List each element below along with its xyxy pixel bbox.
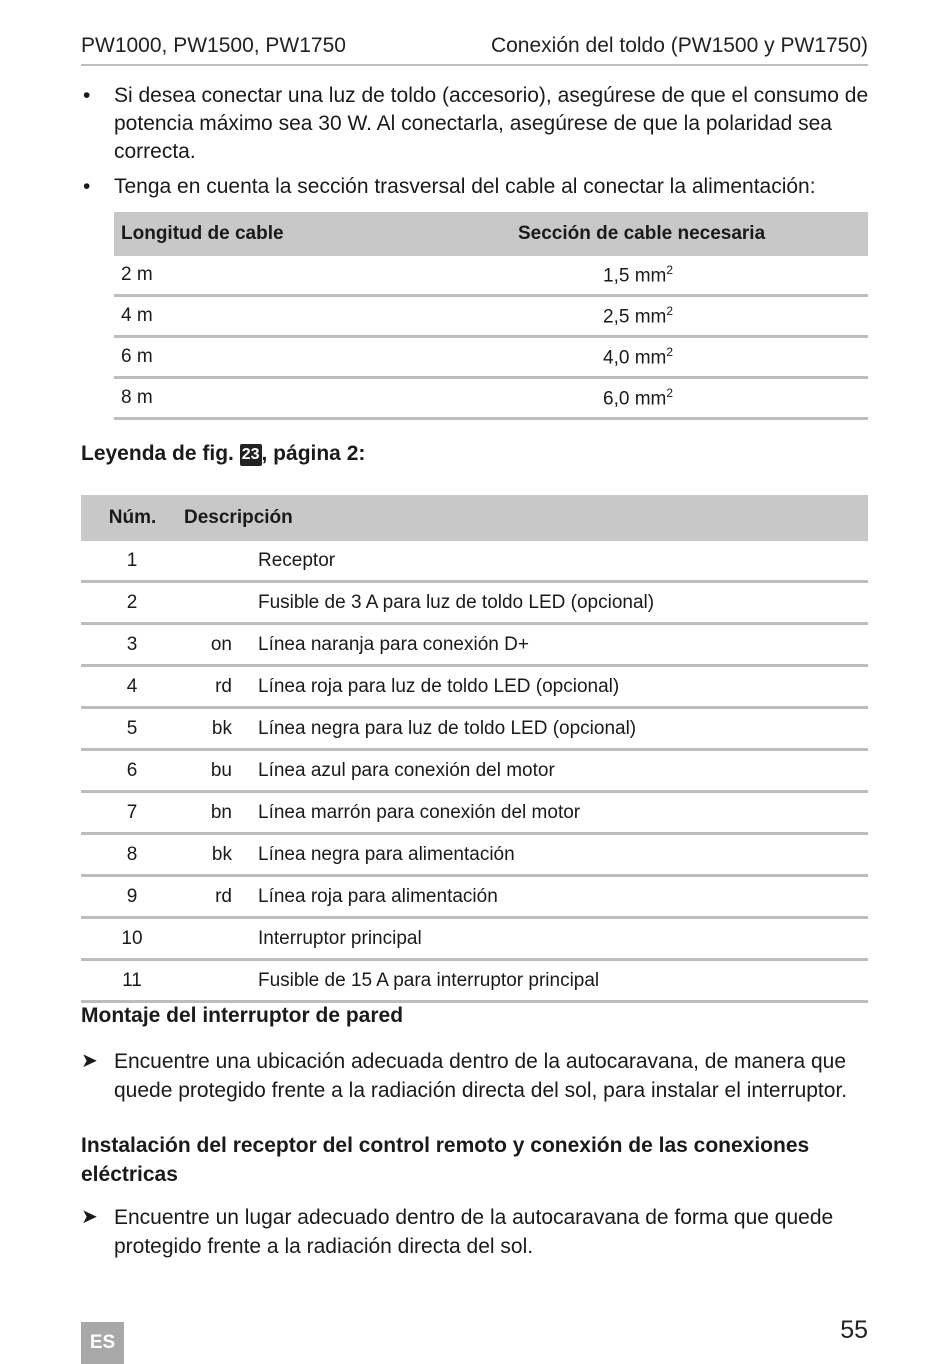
bullet-icon: • (83, 84, 91, 107)
instruction-step (81, 1047, 871, 1105)
page-header (81, 30, 868, 66)
table-row: 10 Interruptor principal (81, 918, 868, 960)
table-row: 6 bu Línea azul para conexión del motor (81, 750, 868, 792)
table-row: 11 Fusible de 15 A para interruptor principal (81, 960, 868, 1002)
table-row: 1 Receptor (81, 541, 868, 582)
cable-section: 2,5 $mm^2$ (511, 296, 868, 337)
table-row: 4 rd Línea roja para luz de toldo LED (opcional) (81, 666, 868, 708)
legend-heading: Leyenda de fig. 23, página 2: (81, 442, 366, 465)
header-section-title: Conexión del toldo (PW1500 y PW1750) (490, 34, 868, 57)
bullet-text: Tenga en cuenta la sección trasversal del cable al conectar la alimentación: (114, 175, 816, 198)
table-row (114, 296, 868, 337)
table-row (114, 337, 868, 378)
column-header-num: Núm. (81, 495, 183, 541)
cable-section-table (114, 212, 868, 420)
figure-number-badge: 23 (240, 444, 262, 466)
table-row (114, 256, 868, 296)
column-header-length: Longitud de cable (114, 212, 511, 256)
table-row (114, 378, 868, 419)
bullet-text: Si desea conectar una luz de toldo (accesorio), asegúrese de que el consumo de potencia máximo sea 30 W. Al conectarla, asegúrese de que la polaridad sea correcta. (114, 84, 869, 163)
bullet-list (81, 82, 871, 208)
bullet-item (81, 173, 871, 201)
table-header-row (81, 495, 868, 541)
table-header-row (114, 212, 868, 256)
bullet-item (81, 82, 871, 166)
step-text: Encuentre un lugar adecuado dentro de la autocaravana de forma que quede protegido frente a la radiación directa del sol. (114, 1206, 834, 1258)
legend-table (81, 495, 868, 1003)
section-heading-wall-switch: Montaje del interruptor de pared (81, 1004, 404, 1027)
instruction-step (81, 1203, 871, 1261)
section-heading-receiver: Instalación del receptor del control remoto y conexión de las conexiones eléctricas (81, 1134, 810, 1186)
step-text: Encuentre una ubicación adecuada dentro de la autocaravana, de manera que quede protegido frente a la radiación directa del sol, para instalar el interruptor. (114, 1050, 848, 1102)
arrow-icon: ➤ (81, 1206, 98, 1228)
bullet-icon: • (83, 175, 91, 198)
cable-length: 6 m (114, 337, 511, 378)
cable-length: 8 m (114, 378, 511, 419)
table-row: 2 Fusible de 3 A para luz de toldo LED (opcional) (81, 582, 868, 624)
table-row: 9 rd Línea roja para alimentación (81, 876, 868, 918)
column-header-section: Sección de cable necesaria (511, 212, 868, 256)
table-row: 3 on Línea naranja para conexión D+ (81, 624, 868, 666)
page-number: 55 (840, 1316, 868, 1344)
table-row: 7 bn Línea marrón para conexión del motor (81, 792, 868, 834)
arrow-icon: ➤ (81, 1050, 98, 1072)
column-header-description: Descripción (183, 495, 868, 541)
language-badge: ES (81, 1322, 124, 1364)
table-row: 8 bk Línea negra para alimentación (81, 834, 868, 876)
cable-length: 2 m (114, 256, 511, 296)
cable-section: 1,5 $mm^2$ (511, 256, 868, 296)
cable-section: 4,0 $mm^2$ (511, 337, 868, 378)
cable-section: 6,0 $mm^2$ (511, 378, 868, 419)
cable-length: 4 m (114, 296, 511, 337)
table-row: 5 bk Línea negra para luz de toldo LED (opcional) (81, 708, 868, 750)
header-product-models: PW1000, PW1500, PW1750 (81, 34, 346, 57)
